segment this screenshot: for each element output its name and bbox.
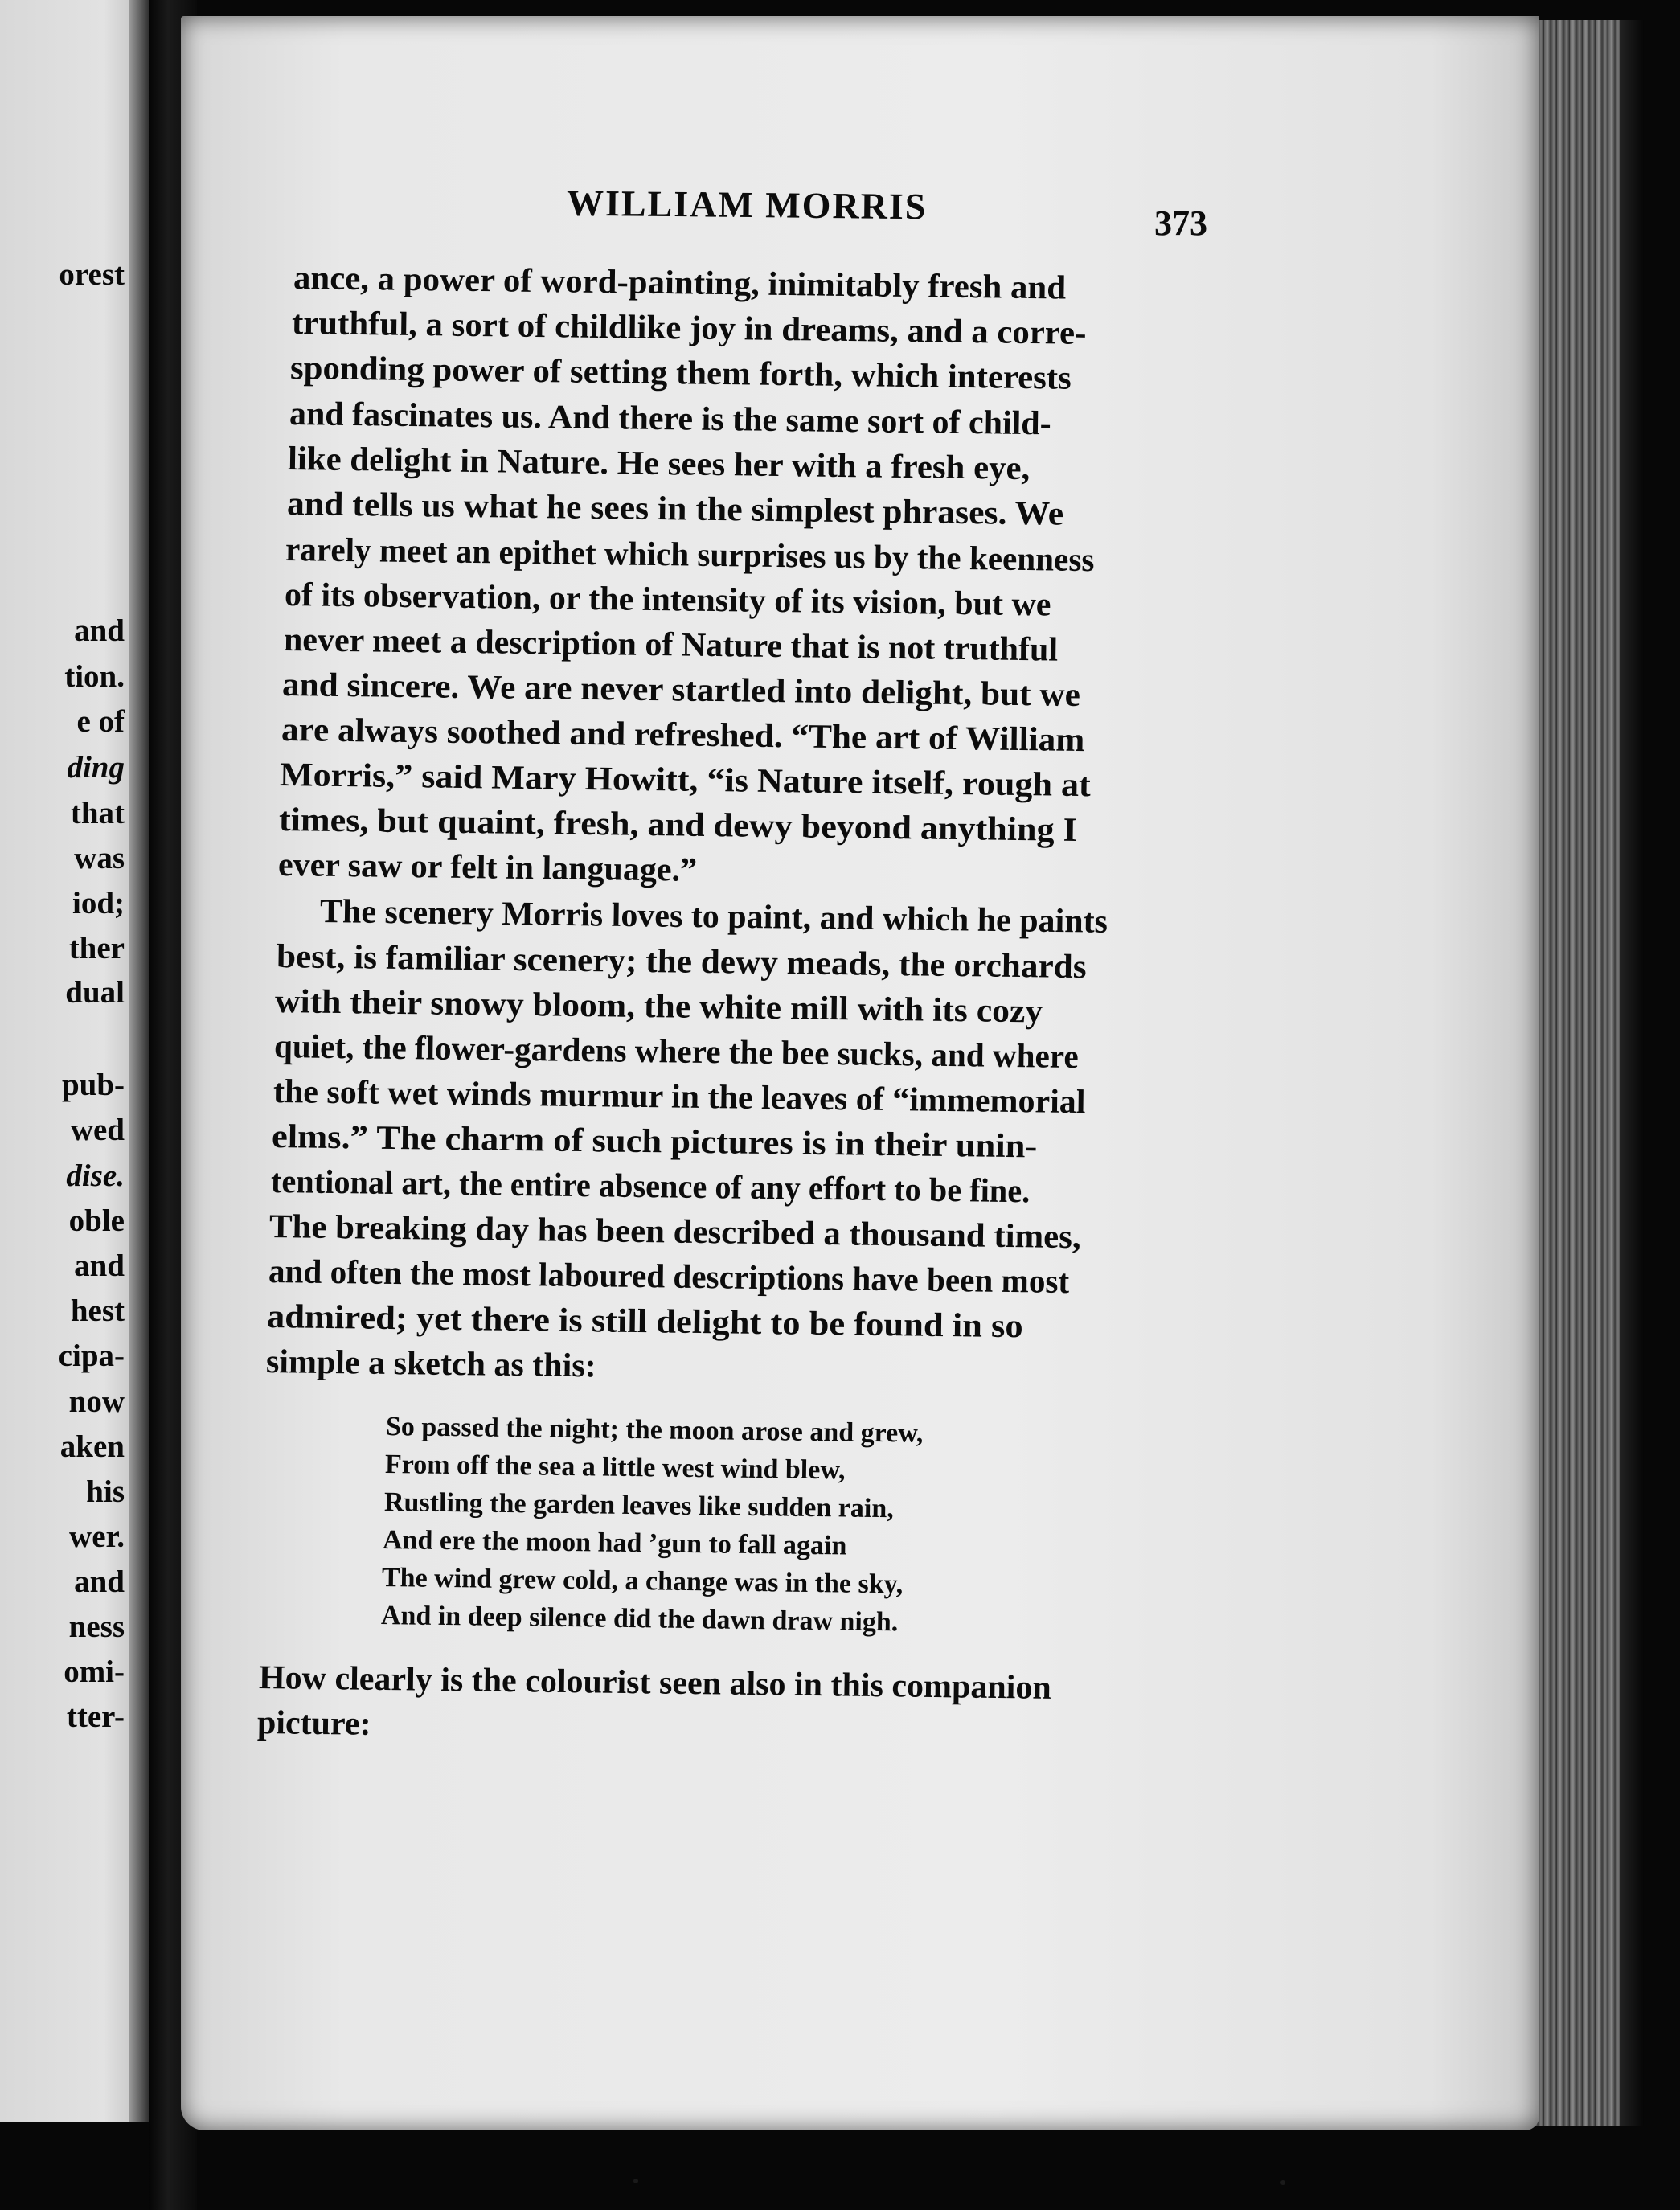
body-line: ever saw or felt in language.”	[277, 847, 698, 889]
left-page-fragment: that	[70, 796, 125, 830]
left-page-fragment: aken	[59, 1429, 125, 1464]
left-page-fragment: and	[74, 613, 125, 648]
left-page-fragment: tion.	[64, 659, 125, 694]
verse-line: Rustling the garden leaves like sudden rain,	[383, 1487, 895, 1524]
left-page-fragment: and	[74, 1564, 125, 1599]
body-line: sponding power of setting them forth, which interests	[289, 350, 1072, 397]
body-line: The breaking day has been described a thousand times,	[268, 1208, 1081, 1257]
scan-speck	[1280, 2180, 1285, 2185]
running-head: WILLIAM MORRIS	[566, 182, 928, 228]
body-line: rarely meet an epithet which surprises us by the keenness	[285, 531, 1095, 580]
left-page-fragment: hest	[70, 1294, 125, 1328]
left-page-fragment: ness	[68, 1609, 125, 1644]
left-page-fragment: and	[74, 1249, 125, 1283]
body-line: elms.” The charm of such pictures is in their unin-	[271, 1118, 1038, 1166]
body-line: picture:	[256, 1704, 371, 1743]
body-line: never meet a description of Nature that is not truthful	[283, 621, 1059, 669]
left-page-fragment: pub-	[61, 1068, 125, 1102]
body-line: times, but quaint, fresh, and dewy beyond anything I	[278, 802, 1078, 849]
left-page-gutter-shadow	[129, 0, 149, 2122]
left-page-fragment: oble	[68, 1203, 125, 1238]
body-line: simple a sketch as this:	[265, 1343, 596, 1385]
body-line: quiet, the flower-gardens where the bee sucks, and where	[273, 1028, 1079, 1076]
page-number: 373	[1154, 203, 1207, 243]
body-line: with their snowy bloom, the white mill with its cozy	[274, 983, 1043, 1031]
body-line: are always soothed and refreshed. “The art of William	[281, 711, 1085, 760]
body-line: and often the most laboured descriptions have been most	[268, 1253, 1070, 1302]
left-page-fragment: dual	[65, 975, 125, 1010]
body-line: like delight in Nature. He sees her with a fresh eye,	[287, 441, 1031, 488]
body-line: ance, a power of word-painting, inimitably fresh and	[293, 260, 1067, 307]
back-cover-edge	[1620, 20, 1644, 2126]
body-line: How clearly is the colourist seen also in this companion	[258, 1659, 1052, 1707]
left-page-fragment: dise.	[66, 1158, 125, 1193]
body-line: tentional art, the entire absence of any effort to be fine.	[270, 1163, 1031, 1211]
left-page-fragment: wed	[70, 1113, 125, 1147]
left-page-fragment: was	[74, 841, 125, 875]
body-line: the soft wet winds murmur in the leaves of “immemorial	[272, 1073, 1086, 1121]
left-page-fragment: ding	[67, 750, 125, 785]
body-line: The scenery Morris loves to paint, and which he paints	[319, 893, 1108, 941]
body-line: and sincere. We are never startled into delight, but we	[281, 666, 1081, 714]
verse-line: From off the sea a little west wind blew,	[384, 1449, 846, 1486]
left-page-fragment: his	[86, 1474, 125, 1509]
page-stack-fore-edge	[1531, 20, 1628, 2126]
left-page-fragment: omi-	[64, 1654, 125, 1689]
body-line: truthful, a sort of childlike joy in dreams, and a corre-	[291, 305, 1087, 352]
left-page-fragment: iod;	[72, 886, 125, 920]
left-page-fragment: ther	[68, 931, 125, 966]
body-line: and tells us what he sees in the simplest phrases. We	[286, 486, 1064, 533]
left-page-fragment: wer.	[69, 1519, 125, 1554]
left-page-fragment: e of	[76, 704, 125, 739]
scan-speck	[633, 2179, 638, 2183]
verse-line: The wind grew cold, a change was in the sky,	[381, 1563, 904, 1600]
left-page-fragment: tter-	[66, 1700, 125, 1734]
verse-line: So passed the night; the moon arose and grew,	[385, 1412, 924, 1449]
body-line: Morris,” said Mary Howitt, “is Nature itself, rough at	[279, 756, 1092, 805]
body-line: of its observation, or the intensity of its vision, but we	[284, 576, 1051, 624]
left-page-fragment: cipa-	[58, 1339, 125, 1373]
left-page-fragment: orest	[59, 257, 125, 292]
body-line: admired; yet there is still delight to be found in so	[266, 1298, 1023, 1346]
verse-line: And in deep silence did the dawn draw nigh.	[380, 1601, 899, 1638]
left-page-fragment: now	[68, 1384, 125, 1419]
previous-page-edge	[0, 0, 149, 2122]
verse-line: And ere the moon had ’gun to fall again	[382, 1525, 847, 1561]
body-line: and fascinates us. And there is the same sort of child-	[289, 396, 1051, 443]
body-line: best, is familiar scenery; the dewy meads, the orchards	[276, 938, 1087, 986]
